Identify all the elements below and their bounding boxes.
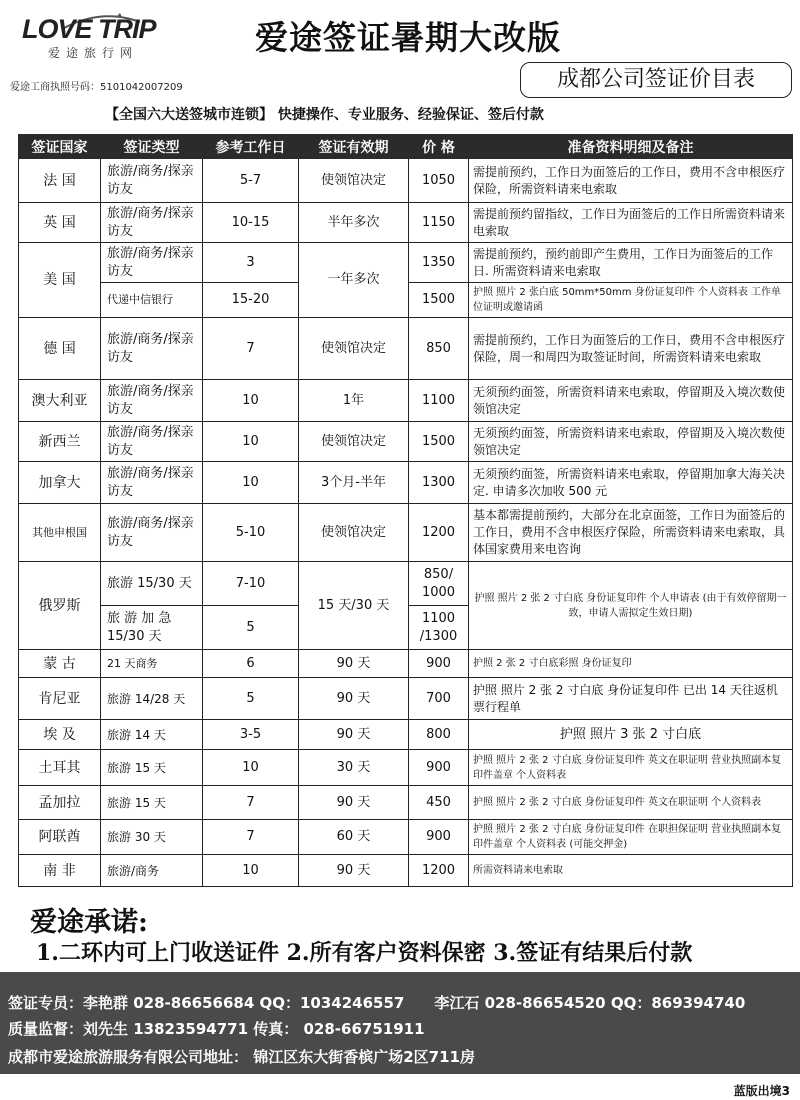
table-row — [19, 786, 793, 820]
visa-type-cell: 旅游/商务/探亲访友 — [101, 159, 203, 203]
country-cell: 加拿大 — [19, 462, 101, 504]
visa-type-cell: 代递中信银行 — [101, 283, 203, 318]
validity-cell: 半年多次 — [299, 203, 409, 243]
price-cell: 1350 — [409, 243, 469, 283]
price-cell — [409, 562, 469, 606]
workdays-cell: 7 — [203, 820, 299, 855]
validity-cell: 90 天 — [299, 720, 409, 750]
workdays-cell: 5 — [203, 678, 299, 720]
notes-cell: 护照 照片 2 张 2 寸白底 身份证复印件 已出 14 天往返机票行程单 — [469, 678, 793, 720]
visa-type-cell: 旅游 14 天 — [101, 720, 203, 750]
price-cell: 900 — [409, 820, 469, 855]
workdays-cell: 10 — [203, 750, 299, 786]
visa-type-cell: 旅游/商务/探亲访友 — [101, 422, 203, 462]
workdays-cell: 3 — [203, 243, 299, 283]
price-cell: 1200 — [409, 504, 469, 562]
validity-cell: 90 天 — [299, 855, 409, 887]
promise-list: 1.二环内可上门收送证件 2.所有客户资料保密 3.签证有结果后付款 — [36, 940, 693, 966]
table-row — [19, 422, 793, 462]
price-cell: 850 — [409, 318, 469, 380]
workdays-cell: 15-20 — [203, 283, 299, 318]
price-cell: 1500 — [409, 422, 469, 462]
price-line: /1300 — [419, 628, 458, 644]
price-cell: 800 — [409, 720, 469, 750]
price-cell: 1500 — [409, 283, 469, 318]
validity-cell: 3个月-半年 — [299, 462, 409, 504]
validity-cell: 使领馆决定 — [299, 159, 409, 203]
country-cell: 俄罗斯 — [19, 562, 101, 650]
country-cell: 新西兰 — [19, 422, 101, 462]
notes-cell: 护照 照片 2 张白底 50mm*50mm 身份证复印件 个人资料表 工作单位证明或邀请函 — [469, 283, 793, 318]
visa-type-cell: 旅游 15/30 天 — [101, 562, 203, 606]
business-license: 爱途工商执照号码：5101042007209 — [10, 82, 183, 93]
price-cell: 450 — [409, 786, 469, 820]
visa-type-cell: 旅游 14/28 天 — [101, 678, 203, 720]
validity-cell: 使领馆决定 — [299, 504, 409, 562]
notes-cell: 无须预约面签，所需资料请来电索取，停留期加拿大海关决定. 申请多次加收 500 元 — [469, 462, 793, 504]
logo — [22, 10, 222, 70]
table-row — [19, 820, 793, 855]
contact-visa-staff: 签证专员：李艳群 028-86656684 QQ：1034246557 李江石 028-86654520 QQ：869394740 — [8, 994, 746, 1012]
promise-title: 爱途承诺: — [30, 907, 148, 938]
page-tag: 蓝版出境3 — [733, 1084, 790, 1098]
validity-cell: 15 天/30 天 — [299, 562, 409, 650]
price-cell: 1200 — [409, 855, 469, 887]
contact-quality: 质量监督：刘先生 13823594771 传真： 028-66751911 — [8, 1020, 425, 1038]
visa-type-cell: 旅游/商务/探亲访友 — [101, 203, 203, 243]
visa-type-cell: 旅游/商务 — [101, 855, 203, 887]
notes-cell: 护照 照片 2 张 2 寸白底 身份证复印件 英文在职证明 营业执照副本复印件盖章 个人资料表 — [469, 750, 793, 786]
table-header-row — [19, 135, 793, 159]
price-cell: 1050 — [409, 159, 469, 203]
workdays-cell: 10 — [203, 855, 299, 887]
table-row — [19, 462, 793, 504]
validity-cell: 1年 — [299, 380, 409, 422]
country-cell: 肯尼亚 — [19, 678, 101, 720]
visa-type-cell: 旅游 15 天 — [101, 786, 203, 820]
table-row — [19, 380, 793, 422]
price-cell — [409, 606, 469, 650]
country-cell: 南 非 — [19, 855, 101, 887]
country-cell: 澳大利亚 — [19, 380, 101, 422]
notes-cell: 无须预约面签，所需资料请来电索取，停留期及入境次数使领馆决定 — [469, 380, 793, 422]
table-row — [19, 750, 793, 786]
country-cell: 德 国 — [19, 318, 101, 380]
price-line: 1000 — [421, 584, 456, 600]
column-header: 准备资料明细及备注 — [469, 135, 793, 159]
column-header: 签证有效期 — [299, 135, 409, 159]
visa-type-cell: 旅游/商务/探亲访友 — [101, 243, 203, 283]
notes-cell: 无须预约面签，所需资料请来电索取，停留期及入境次数使领馆决定 — [469, 422, 793, 462]
price-cell: 900 — [409, 750, 469, 786]
page-title: 爱途签证暑期大改版 — [255, 18, 561, 57]
country-cell: 美 国 — [19, 243, 101, 318]
page-header — [0, 0, 800, 100]
price-cell: 900 — [409, 650, 469, 678]
validity-cell: 使领馆决定 — [299, 318, 409, 380]
page-subtitle: 成都公司签证价目表 — [520, 62, 792, 98]
validity-cell: 30 天 — [299, 750, 409, 786]
table-row — [19, 678, 793, 720]
validity-cell: 一年多次 — [299, 243, 409, 318]
validity-cell: 使领馆决定 — [299, 422, 409, 462]
price-cell: 1150 — [409, 203, 469, 243]
country-cell: 孟加拉 — [19, 786, 101, 820]
notes-cell: 护照 照片 2 张 2 寸白底 身份证复印件 个人申请表 (由于有效停留期一致，申请人需拟定生效日期) — [469, 562, 793, 650]
validity-cell: 90 天 — [299, 786, 409, 820]
workdays-cell: 5 — [203, 606, 299, 650]
visa-type-cell: 旅游 30 天 — [101, 820, 203, 855]
table-row — [19, 650, 793, 678]
country-cell: 蒙 古 — [19, 650, 101, 678]
country-cell: 英 国 — [19, 203, 101, 243]
notes-cell: 需提前预约，工作日为面签后的工作日，费用不含申根医疗保险，所需资料请来电索取 — [469, 159, 793, 203]
visa-price-table — [18, 134, 793, 887]
workdays-cell: 7 — [203, 786, 299, 820]
notes-cell: 护照 照片 2 张 2 寸白底 身份证复印件 英文在职证明 个人资料表 — [469, 786, 793, 820]
visa-type-cell: 旅游/商务/探亲访友 — [101, 318, 203, 380]
table-row — [19, 159, 793, 203]
workdays-cell: 10-15 — [203, 203, 299, 243]
visa-type-cell: 21 天商务 — [101, 650, 203, 678]
notes-cell: 护照 2 张 2 寸白底彩照 身份证复印 — [469, 650, 793, 678]
validity-cell: 60 天 — [299, 820, 409, 855]
workdays-cell: 3-5 — [203, 720, 299, 750]
notes-cell: 护照 照片 3 张 2 寸白底 — [469, 720, 793, 750]
notes-cell: 护照 照片 2 张 2 寸白底 身份证复印件 在职担保证明 营业执照副本复印件盖章 个人资料表 (可能交押金) — [469, 820, 793, 855]
visa-type-cell: 旅游 15 天 — [101, 750, 203, 786]
validity-cell: 90 天 — [299, 678, 409, 720]
slogan: 【全国六大送签城市连锁】 快捷操作、专业服务、经验保证、签后付款 — [105, 107, 544, 123]
notes-cell: 基本都需提前预约，大部分在北京面签，工作日为面签后的工作日，费用不含申根医疗保险，所需资料请来电索取，具体国家费用来电咨询 — [469, 504, 793, 562]
column-header: 价 格 — [409, 135, 469, 159]
price-line: 850/ — [423, 566, 454, 582]
column-header: 签证国家 — [19, 135, 101, 159]
table-row — [19, 203, 793, 243]
notes-cell: 所需资料请来电索取 — [469, 855, 793, 887]
country-cell: 阿联酋 — [19, 820, 101, 855]
country-cell: 土耳其 — [19, 750, 101, 786]
workdays-cell: 6 — [203, 650, 299, 678]
country-cell: 法 国 — [19, 159, 101, 203]
table-row — [19, 855, 793, 887]
workdays-cell: 7-10 — [203, 562, 299, 606]
table-row — [19, 504, 793, 562]
workdays-cell: 10 — [203, 422, 299, 462]
visa-type-cell: 旅游/商务/探亲访友 — [101, 380, 203, 422]
visa-type-cell: 旅 游 加 急 15/30 天 — [101, 606, 203, 650]
logo-subtext: 爱途旅行网 — [48, 46, 139, 60]
workdays-cell: 10 — [203, 380, 299, 422]
logo-text: LOVE TRIP — [22, 14, 156, 44]
country-cell: 其他申根国 — [19, 504, 101, 562]
price-cell: 1300 — [409, 462, 469, 504]
workdays-cell: 5-7 — [203, 159, 299, 203]
workdays-cell: 7 — [203, 318, 299, 380]
notes-cell: 需提前预约留指纹，工作日为面签后的工作日所需资料请来电索取 — [469, 203, 793, 243]
country-cell: 埃 及 — [19, 720, 101, 750]
visa-type-cell: 旅游/商务/探亲访友 — [101, 462, 203, 504]
table-row — [19, 562, 793, 606]
notes-cell: 需提前预约，工作日为面签后的工作日，费用不含申根医疗保险，周一和周四为取签证时间，所需资料请来电索取 — [469, 318, 793, 380]
workdays-cell: 10 — [203, 462, 299, 504]
price-line: 1100 — [421, 610, 456, 626]
workdays-cell: 5-10 — [203, 504, 299, 562]
table-row — [19, 720, 793, 750]
price-cell: 1100 — [409, 380, 469, 422]
table-row — [19, 243, 793, 283]
contact-address: 成都市爱途旅游服务有限公司地址： 锦江区东大街香槟广场2区711房 — [8, 1048, 475, 1066]
contact-banner — [0, 972, 800, 1074]
column-header: 签证类型 — [101, 135, 203, 159]
notes-cell: 需提前预约，预约前即产生费用，工作日为面签后的工作日. 所需资料请来电索取 — [469, 243, 793, 283]
price-cell: 700 — [409, 678, 469, 720]
column-header: 参考工作日 — [203, 135, 299, 159]
visa-type-cell: 旅游/商务/探亲访友 — [101, 504, 203, 562]
validity-cell: 90 天 — [299, 650, 409, 678]
table-row — [19, 318, 793, 380]
